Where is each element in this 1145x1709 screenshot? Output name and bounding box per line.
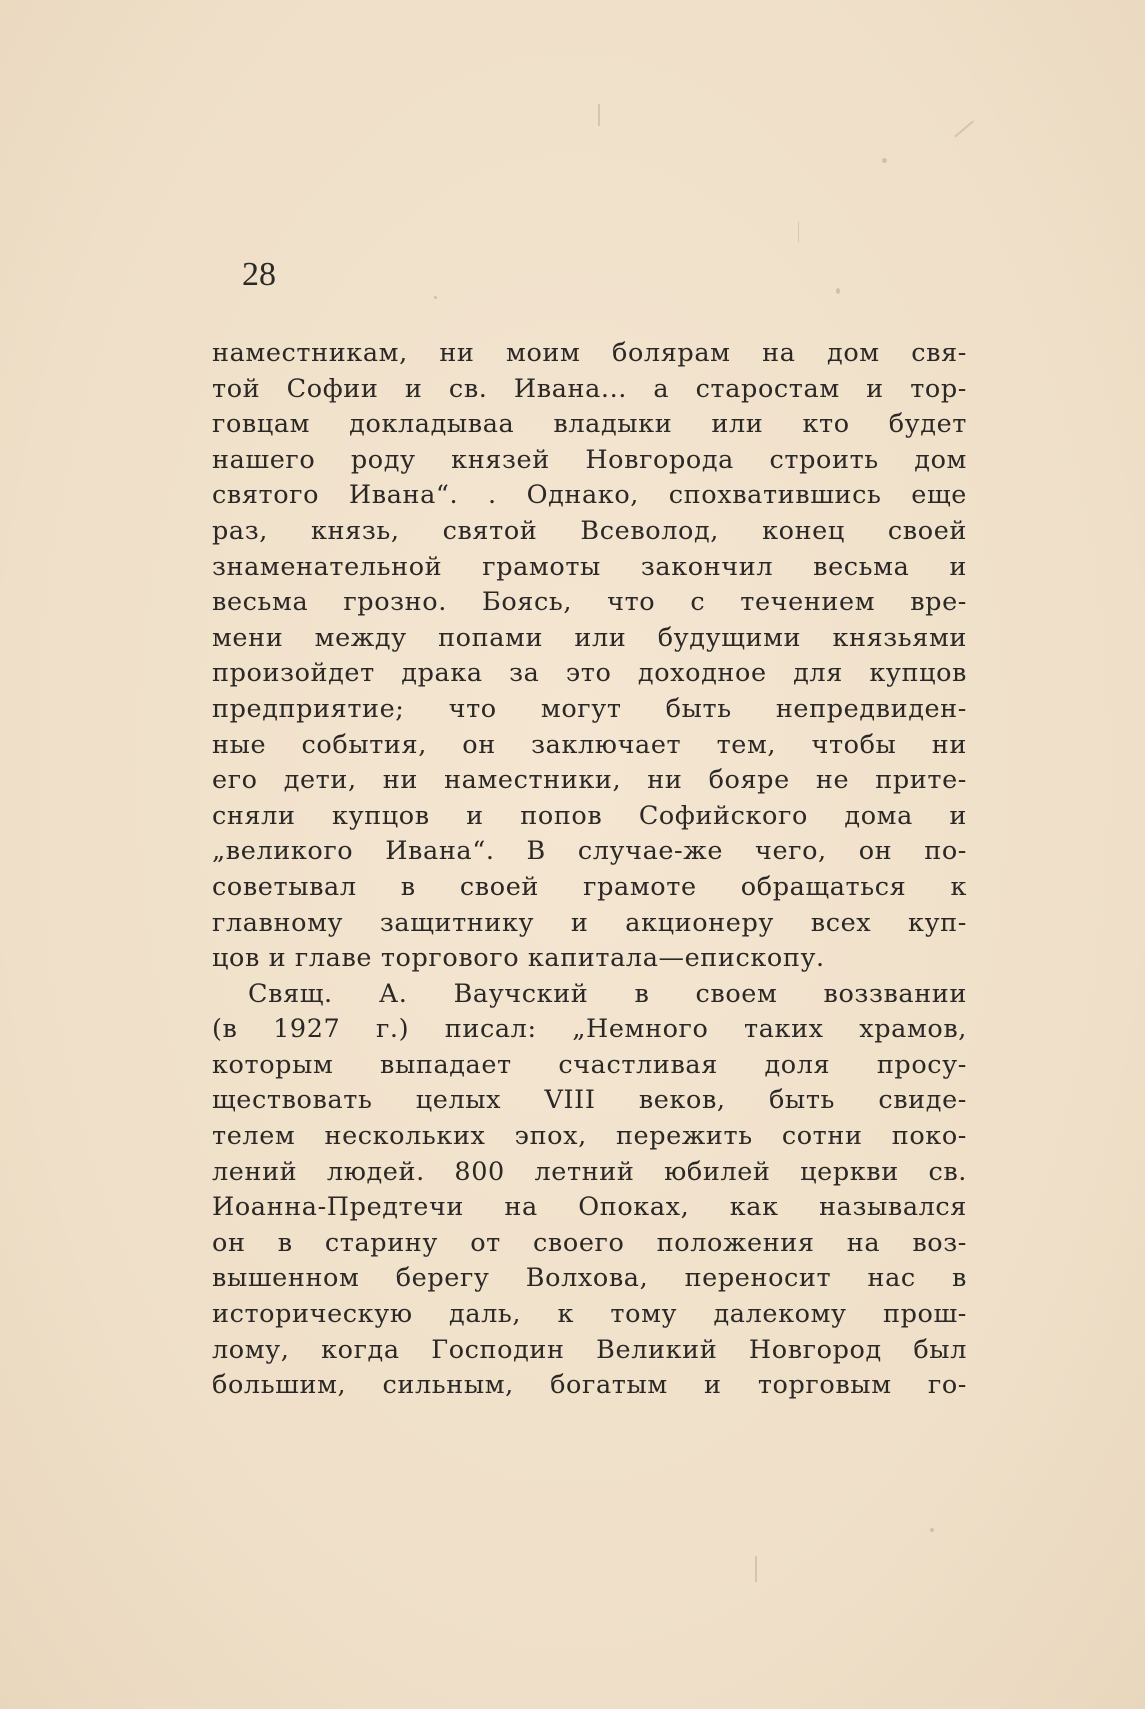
text-line: мени между попами или будущими князьями [212,622,967,653]
paper-speck [434,296,437,299]
text-line: Иоанна-Предтечи на Опоках, как назывался [212,1192,967,1223]
text-line: ные события, он заключает тем, чтобы ни [212,729,967,760]
text-line: (в 1927 г.) писал: „Немного таких храмов, [212,1014,967,1045]
text-line: произойдет драка за это доходное для купцов [212,658,967,689]
text-line: лому, когда Господин Великий Новгород был [212,1334,967,1365]
paper-speck [882,158,887,163]
paper-mark [798,222,799,242]
text-line: той Софии и св. Ивана... а старостам и тор- [212,373,967,404]
text-line: цов и главе торгового капитала—епископу. [212,943,825,974]
text-line: нашего роду князей Новгорода строить дом [212,444,967,475]
text-line: сняли купцов и попов Софийского дома и [212,800,967,831]
text-line: лений людей. 800 летний юбилей церкви св. [212,1156,967,1187]
text-line: большим, сильным, богатым и торговым го- [212,1370,967,1401]
text-line: телем нескольких эпох, пережить сотни поко- [212,1121,967,1152]
body-text [212,336,967,1404]
paper-mark [598,104,600,126]
text-line: предприятие; что могут быть непредвиден- [212,693,967,724]
text-line: главному защитнику и акционеру всех куп- [212,907,967,938]
paper-speck [930,1528,934,1532]
paper-mark [755,1556,757,1582]
text-line: Свящ. А. Ваучский в своем воззвании [248,978,967,1009]
text-line: весьма грозно. Боясь, что с течением вре- [212,587,967,618]
page-number: 28 [242,256,276,293]
text-line: которым выпадает счастливая доля просу- [212,1049,967,1080]
text-line: ществовать целых VIII веков, быть свиде- [212,1085,967,1116]
text-line: советывал в своей грамоте обращаться к [212,871,967,902]
text-line: он в старину от своего положения на воз- [212,1227,967,1258]
text-line: историческую даль, к тому далекому прош- [212,1299,967,1330]
paper-speck [836,288,840,294]
text-line: его дети, ни наместники, ни бояре не прите- [212,765,967,796]
text-line: „великого Ивана“. В случае-же чего, он по- [212,836,967,867]
text-line: раз, князь, святой Всеволод, конец своей [212,515,967,546]
text-line: говцам докладываа владыки или кто будет [212,409,967,440]
text-line: святого Ивана“. . Однако, спохватившись еще [212,480,967,511]
text-line: наместникам, ни моим болярам на дом свя- [212,338,967,368]
paper-mark [954,121,974,138]
text-line: вышенном берегу Волхова, переносит нас в [212,1263,967,1294]
text-line: знаменательной грамоты закончил весьма и [212,551,967,582]
